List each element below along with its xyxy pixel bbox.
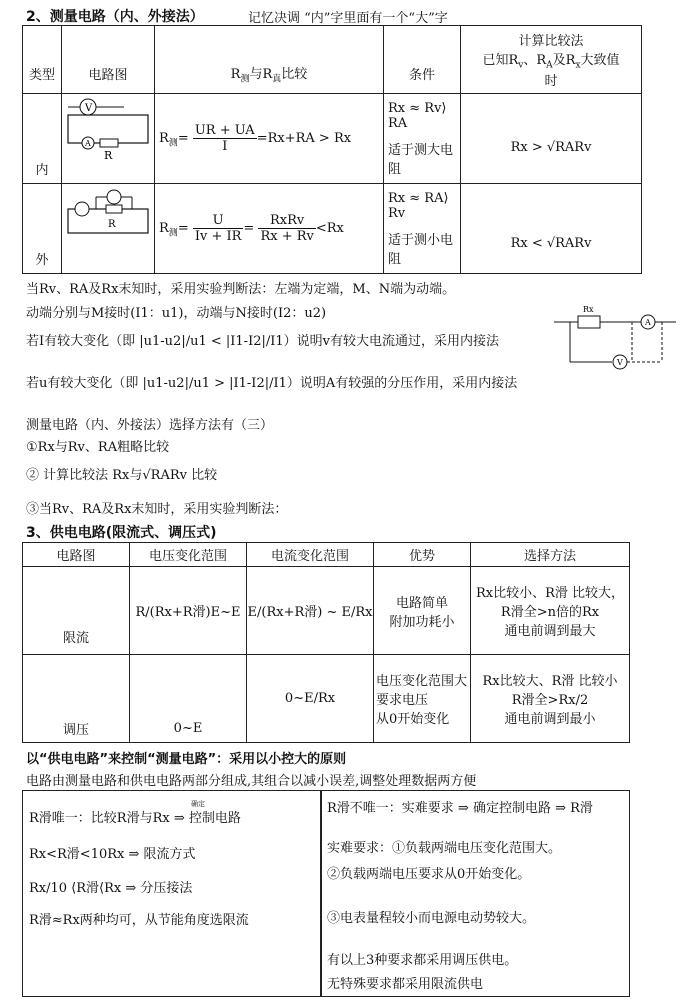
limit-current: E/(Rx+R滑) ~ E/Rx [247, 567, 374, 655]
memo-text: 记忆决调 “内”字里面有一个“大”字 [248, 11, 448, 26]
left-box-line-1: R滑唯一：比较R滑与Rx ⇒ 控制电路 [29, 811, 241, 826]
header-voltage: 电压变化范围 [130, 543, 247, 567]
note-3: 若I有较大变化（即 |u1-u2|/u1 < |I1-I2|/I1）说明v有较大电流通过，采用内接法 [26, 334, 499, 349]
left-box [22, 790, 322, 997]
outer-circuit-diagram [62, 184, 155, 274]
principle-text: 以“供电电路”来控制“测量电路”：采用以小控大的原则 [26, 752, 347, 767]
right-box-line-5: 有以上3种要求都采用调压供电。 [327, 953, 518, 968]
divider-advantage: 电压变化范围大 要求电压 从0开始变化 [374, 655, 471, 743]
header-advantage: 优势 [374, 543, 471, 567]
svg-text:R: R [108, 218, 116, 230]
row-outer-type: 外 [23, 184, 62, 274]
header-circuit: 电路图 [23, 543, 130, 567]
note-6: ①Rx与Rv、RA粗略比较 [26, 440, 170, 455]
limit-advantage: 电路简单 附加功耗小 [374, 567, 471, 655]
inner-calc: Rx > √RARv [461, 94, 642, 184]
left-box-line-3: Rx/10 ⟨R滑⟨Rx ⇒ 分压接法 [29, 881, 193, 896]
supply-table [22, 542, 630, 743]
outer-condition: Rx ≈ RA⟩Rv 适于测小电阻 [384, 184, 461, 274]
header-calc: 计算比较法 已知$R_v$、$R_A$及$R_x$大致值 时 [461, 26, 642, 94]
note-2: 动端分别与M接时(I1：u1)，动端与N接时(I2：u2) [26, 306, 327, 321]
svg-text:Rx: Rx [583, 305, 594, 314]
outer-compare: $R_测=$ $\frac{U}{Iv + IR}$ = $\frac{\text{RxRv}}{Rx + Rv}$ <Rx [155, 184, 384, 274]
header-method: 选择方法 [471, 543, 630, 567]
limit-method: Rx比较小、R滑 比较大， R滑全>n倍的Rx 通电前调到最大 [471, 567, 630, 655]
note-5: 测量电路（内、外接法）选择方法有（三） [26, 418, 274, 433]
svg-text:A: A [645, 318, 651, 327]
left-box-arrow-label: 确定 [191, 800, 205, 808]
divider-method: Rx比较大、R滑 比较小 R滑全>Rx/2 通电前调到最小 [471, 655, 630, 743]
outer-circuit-icon [62, 185, 154, 269]
left-box-line-2: Rx<R滑<10Rx ⇒ 限流方式 [29, 847, 196, 862]
experiment-circuit-icon [550, 300, 680, 380]
inner-condition: Rx ≈ Rv⟩RA 适于测大电阻 [384, 94, 461, 184]
svg-text:V: V [617, 358, 623, 367]
row-divider-type: 调压 [23, 655, 130, 743]
header-circuit: 电路图 [62, 26, 155, 94]
inner-circuit-icon [62, 95, 154, 179]
divider-current: 0~E/Rx [247, 655, 374, 743]
right-box-line-1: R滑不唯一：实难要求 ⇒ 确定控制电路 ⇒ R滑 [327, 801, 593, 816]
right-box-line-4: ③电表量程较小而电源电动势较大。 [327, 911, 536, 926]
section3-title: 3、供电电路(限流式、调压式) [26, 525, 217, 541]
right-box [320, 790, 630, 997]
divider-voltage: 0~E [130, 655, 247, 743]
note-4: 若u有较大变化（即 |u1-u2|/u1 > |I1-I2|/I1）说明A有较强的分压作用，采用内接法 [26, 376, 518, 391]
measurement-table [22, 25, 642, 274]
header-compare: $R_测$与$R_真$比较 [155, 26, 384, 94]
header-type: 类型 [23, 26, 62, 94]
svg-text:R: R [104, 148, 113, 162]
composition-text: 电路由测量电路和供电电路两部分组成,其组合以减小误差,调整处理数据两方便 [26, 774, 477, 789]
note-8: ③当Rv、RA及Rx末知时，采用实验判断法： [26, 502, 288, 517]
inner-compare: $R_测=$ $\frac{UR + UA}{I}$ =Rx+RA > Rx [155, 94, 384, 184]
note-7: ② 计算比较法 Rx与√RARv 比较 [26, 468, 218, 483]
row-inner-type: 内 [23, 94, 62, 184]
inner-circuit-diagram [62, 94, 155, 184]
svg-text:V: V [85, 102, 93, 114]
svg-text:A: A [85, 138, 91, 148]
right-box-line-6: 无特殊要求都采用限流供电 [327, 977, 484, 992]
header-current: 电流变化范围 [247, 543, 374, 567]
row-limit-type: 限流 [23, 567, 130, 655]
right-box-line-2: 实难要求：①负载两端电压变化范围大。 [327, 841, 562, 856]
section2-title: 2、测量电路（内、外接法） [26, 9, 204, 25]
note-1: 当Rv、RA及Rx末知时，采用实验判断法：左端为定端，M、N端为动端。 [26, 282, 456, 297]
left-box-line-4: R滑≈Rx两种均可，从节能角度选限流 [29, 913, 249, 928]
outer-calc: Rx < √RARv [461, 184, 642, 274]
right-box-line-3: ②负载两端电压要求从0开始变化。 [327, 867, 531, 882]
limit-voltage: R/(Rx+R滑)E~E [130, 567, 247, 655]
header-condition: 条件 [384, 26, 461, 94]
